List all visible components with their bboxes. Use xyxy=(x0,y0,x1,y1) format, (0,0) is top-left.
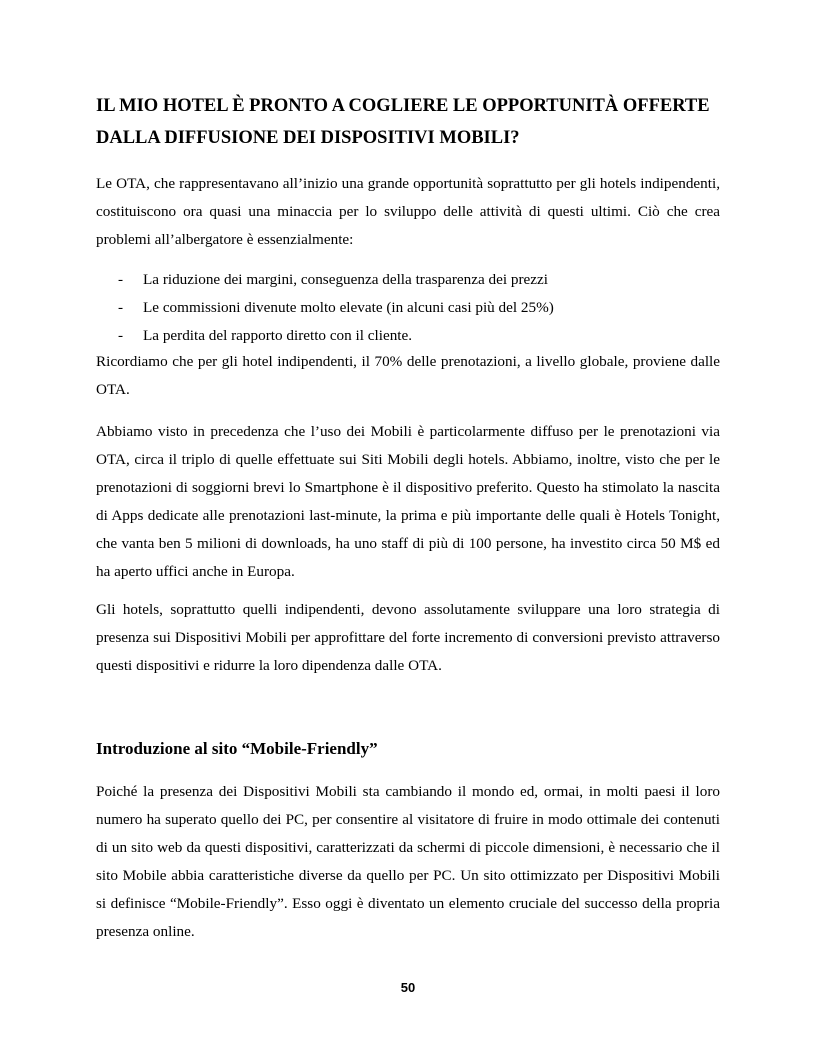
list-item: - La perdita del rapporto diretto con il cliente. xyxy=(118,327,413,344)
problems-list xyxy=(96,266,720,350)
paragraph-strategy: Gli hotels, soprattutto quelli indipendenti, devono assolutamente sviluppare una loro strategia di presenza sui Dispositivi Mobili per approfittare del forte incremento di conversioni previsto attraverso questi dispositivi e ridurre la loro dipendenza dalle OTA. xyxy=(96,601,720,674)
list-item: - La riduzione dei margini, conseguenza della trasparenza dei prezzi xyxy=(118,271,548,288)
paragraph-ota-intro: Le OTA, che rappresentavano all’inizio una grande opportunità soprattutto per gli hotels indipendenti, costituiscono ora quasi una minaccia per lo sviluppo delle attività di questi ultimi. Ciò che crea problemi all’albergatore è essenzialmente: xyxy=(96,175,720,248)
subsection-title: Introduzione al sito “Mobile-Friendly” xyxy=(96,739,378,758)
paragraph-independent-hotels: Ricordiamo che per gli hotel indipendenti, il 70% delle prenotazioni, a livello globale, proviene dalle OTA. xyxy=(96,353,720,398)
list-item: - Le commissioni divenute molto elevate (in alcuni casi più del 25%) xyxy=(118,299,554,316)
paragraph-mobile-friendly: Poiché la presenza dei Dispositivi Mobili sta cambiando il mondo ed, ormai, in molti paesi il loro numero ha superato quello dei PC, per consentire al visitatore di fruire in modo ottimale dei contenuti di un sito web da questi dispositivi, caratterizzati da schermi di piccole dimensioni, è necessario che il sito Mobile abbia caratteristiche diverse da quello per PC. Un sito ottimizzato per Dispositivi Mobili si definisce “Mobile-Friendly”. Esso oggi è diventato un elemento cruciale del successo della propria presenza online. xyxy=(96,783,720,940)
paragraph-mobile-usage: Abbiamo visto in precedenza che l’uso dei Mobili è particolarmente diffuso per le prenotazioni via OTA, circa il triplo di quelle effettuate sui Siti Mobili degli hotels. Abbiamo, inoltre, visto che per le prenotazioni di soggiorni brevi lo Smartphone è il dispositivo preferito. Questo ha stimolato la nascita di Apps dedicate alle prenotazioni last-minute, la prima e più importante delle quali è Hotels Tonight, che vanta ben 5 milioni di downloads, ha uno staff di più di 100 persone, ha investito circa 50 M$ ed ha aperto uffici anche in Europa. xyxy=(96,423,720,580)
page-number: 50 xyxy=(400,980,416,995)
section-title: IL MIO HOTEL È PRONTO A COGLIERE LE OPPORTUNITÀ OFFERTE DALLA DIFFUSIONE DEI DISPOSITIVI MOBILI? xyxy=(96,96,710,148)
